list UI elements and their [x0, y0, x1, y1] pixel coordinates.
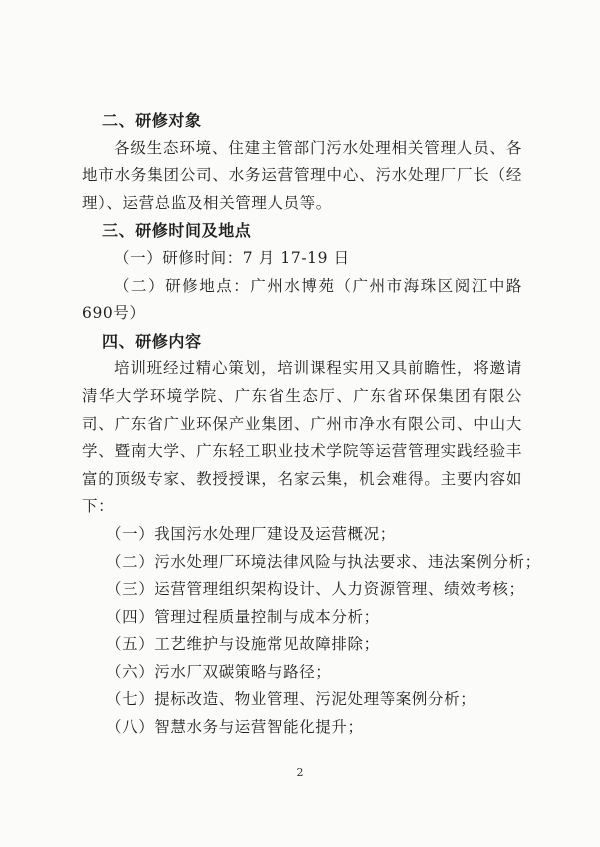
section-heading-content: 四、研修内容 — [102, 331, 202, 351]
content-item: （六）污水厂双碳策略与路径； — [106, 662, 332, 681]
content-item: （二）污水处理厂环境法律风险与执法要求、违法案例分析； — [106, 552, 541, 571]
content-item: （一）我国污水处理厂建设及运营概况； — [106, 524, 396, 543]
training-place: （二）研修地点：广州水博苑（广州市海珠区阅江中路 690号） — [82, 276, 522, 323]
content-item: （三）运营管理组织架构设计、人力资源管理、绩效考核； — [106, 580, 525, 599]
participants-paragraph: 各级生态环境、住建主管部门污水处理相关管理人员、各地市水务集团公司、水务运营管理中心、污水处理厂厂长（经理）、运营总监及相关管理人员等。 — [82, 138, 522, 212]
section-heading-participants: 二、研修对象 — [102, 111, 202, 130]
content-item: （七）提标改造、物业管理、污泥处理等案例分析； — [106, 690, 477, 709]
page-number: 2 — [296, 766, 304, 779]
content-item: （四）管理过程质量控制与成本分析； — [106, 607, 380, 626]
document-body — [82, 107, 541, 742]
section-heading-time-place: 三、研修时间及地点 — [102, 221, 252, 241]
training-time: （一）研修时间：7 月 17-19 日 — [114, 248, 350, 267]
content-intro-paragraph: 培训班经过精心策划，培训课程实用又具前瞻性，将邀请清华大学环境学院、广东省生态厅、广东省环保集团有限公司、广东省广业环保产业集团、广州市净水有限公司、中山大学、暨南大学、广东轻工职业技术学院等运营管理实践经验丰富的顶级专家、教授授课，名家云集，机会难得。主要内容如下： — [82, 359, 522, 516]
content-item: （五）工艺维护与设施常见故障排除； — [106, 635, 380, 654]
content-item: （八）智慧水务与运营智能化提升； — [106, 718, 364, 737]
